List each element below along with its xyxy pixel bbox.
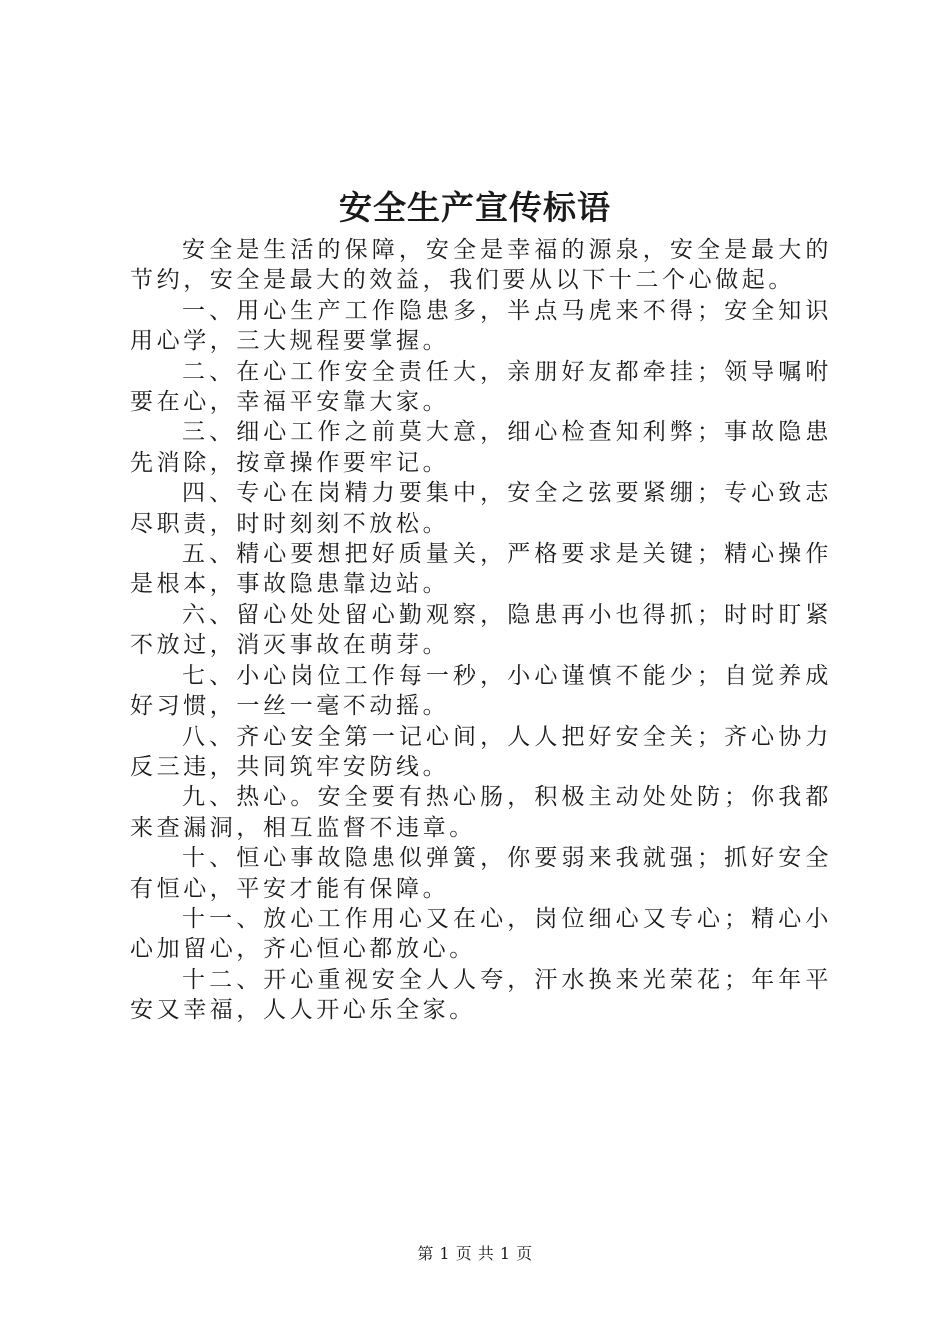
- paragraph-item-4: 四、专心在岗精力要集中，安全之弦要紧绷；专心致志尽职责，时时刻刻不放松。: [130, 480, 832, 537]
- paragraph-item-1: 一、用心生产工作隐患多，半点马虎来不得；安全知识用心学，三大规程要掌握。: [130, 297, 832, 355]
- paragraph-item-8: 八、齐心安全第一记心间，人人把好安全关；齐心协力反三违，共同筑牢安防线。: [130, 723, 832, 780]
- paragraph-item-2: 二、在心工作安全责任大，亲朋好友都牵挂；领导嘱咐要在心，幸福平安靠大家。: [130, 358, 832, 416]
- paragraph-item-5: 五、精心要想把好质量关，严格要求是关键；精心操作是根本，事故隐患靠边站。: [130, 541, 832, 598]
- paragraph-item-12: 十二、开心重视安全人人夸，汗水换来光荣花；年年平安又幸福，人人开心乐全家。: [130, 966, 832, 1024]
- paragraph-item-6: 六、留心处处留心勤观察，隐患再小也得抓；时时盯紧不放过，消灭事故在萌芽。: [130, 601, 832, 659]
- paragraph-item-11: 十一、放心工作用心又在心，岗位细心又专心；精心小心加留心，齐心恒心都放心。: [130, 905, 832, 963]
- paragraph-item-9: 九、热心。安全要有热心肠，积极主动处处防；你我都来查漏洞，相互监督不违章。: [130, 784, 832, 841]
- document-body: [130, 235, 832, 1026]
- document-title: 安全生产宣传标语: [339, 188, 611, 227]
- paragraph-item-7: 七、小心岗位工作每一秒，小心谨慎不能少；自觉养成好习惯，一丝一毫不动摇。: [130, 662, 832, 720]
- paragraph-item-3: 三、细心工作之前莫大意，细心检查知利弊；事故隐患先消除，按章操作要牢记。: [130, 419, 832, 476]
- paragraph-intro: 安全是生活的保障，安全是幸福的源泉，安全是最大的节约，安全是最大的效益，我们要从以下十二个心做起。: [130, 237, 832, 294]
- paragraph-item-10: 十、恒心事故隐患似弹簧，你要弱来我就强；抓好安全有恒心，平安才能有保障。: [130, 845, 832, 902]
- page-number-footer: 第 1 页 共 1 页: [417, 1244, 533, 1263]
